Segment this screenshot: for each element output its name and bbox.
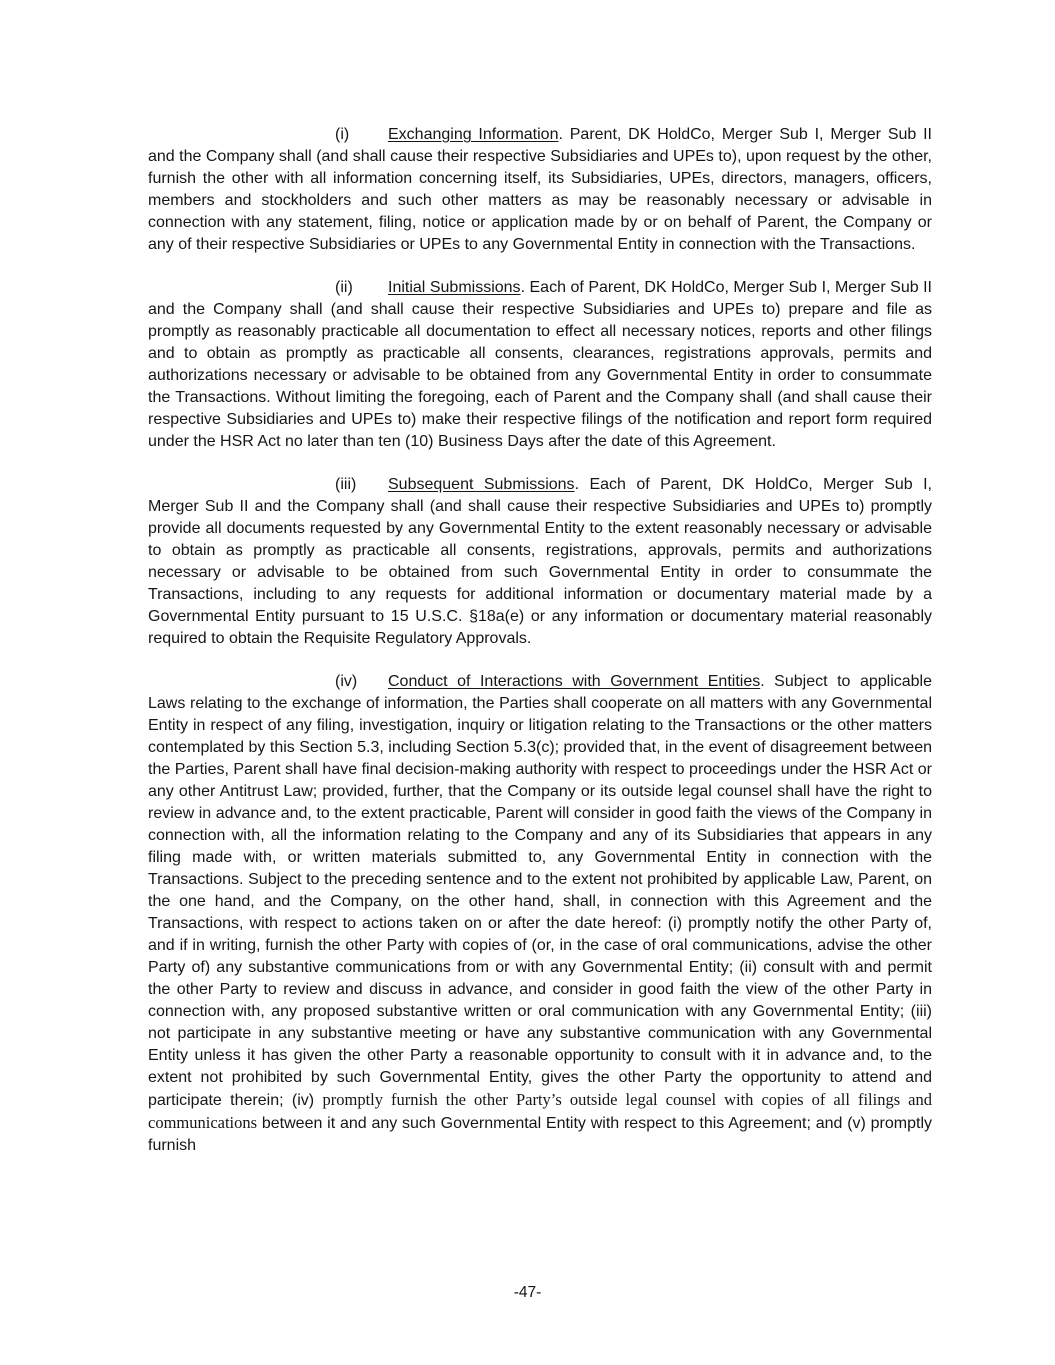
paragraph-text-tail: between it and any such Governmental Entity with respect to this Agreement; and (v) promptly furnish: [148, 1115, 932, 1154]
page-number: -47-: [513, 1284, 542, 1301]
paragraph-heading: Initial Submissions: [388, 279, 521, 296]
paragraph-heading: Subsequent Submissions: [388, 476, 575, 493]
paragraph-heading: Conduct of Interactions with Government Entities: [388, 673, 761, 690]
document-body: [148, 124, 932, 1178]
paragraph-text: . Subject to applicable Laws relating to the exchange of information, the Parties shall cooperate on all matters with any Governmental Entity in respect of any filing, investigation, inquiry or litigation relating to the Transactions or the other matters contemplated by this Section 5.3, including Section 5.3(c); provided that, in the event of disagreement between the Parties, Parent shall have final decision-making authority with respect to proceedings under the HSR Act or any other Antitrust Law; provided, further, that the Company or its outside legal counsel shall have the right to review in advance and, to the extent practicable, Parent will consider in good faith the views of the Company in connection with, all the information relating to the Company and any of its Subsidiaries that appears in any filing made with, or written materials submitted to, any Governmental Entity in connection with the Transactions. Subject to the preceding sentence and to the extent not prohibited by applicable Law, Parent, on the one hand, and the Company, on the other hand, shall, in connection with this Agreement and the Transactions, with respect to actions taken on or after the date hereof: (i) promptly notify the other Party of, and if in writing, furnish the other Party with copies of (or, in the case of oral communications, advise the other Party of) any substantive communications from or with any Governmental Entity; (ii) consult with and permit the other Party to review and discuss in advance, and consider in good faith the view of the other Party in connection with, any proposed substantive written or oral communication with any Governmental Entity; (iii) not participate in any substantive meeting or have any substantive communication with any Governmental Entity unless it has given the other Party a reasonable opportunity to consult with it in advance and, to the extent not prohibited by such Governmental Entity, gives the other Party the opportunity to attend and participate therein; (iv): [148, 673, 932, 1109]
paragraph-text: . Each of Parent, DK HoldCo, Merger Sub I, Merger Sub II and the Company shall (and shall cause their respective Subsidiaries and UPEs to) prepare and file as promptly as reasonably practicable all documentation to effect all necessary notices, reports and other filings and to obtain as promptly as practicable all consents, clearances, registrations approvals, permits and authorizations necessary or advisable to be obtained from any Governmental Entity in order to consummate the Transactions. Without limiting the foregoing, each of Parent and the Company shall (and shall cause their respective Subsidiaries and UPEs to) make their respective filings of the notification and report form required under the HSR Act no later than ten (10) Business Days after the date of this Agreement.: [148, 279, 933, 450]
paragraph-heading: Exchanging Information: [388, 126, 559, 143]
paragraph-label: (ii): [335, 279, 353, 296]
paragraph-text: . Parent, DK HoldCo, Merger Sub I, Merger Sub II and the Company shall (and shall cause their respective Subsidiaries and UPEs to), upon request by the other, furnish the other with all information concerning itself, its Subsidiaries, UPEs, directors, managers, officers, members and stockholders and such other matters as may be reasonably necessary or advisable in connection with any statement, filing, notice or application made by or on behalf of Parent, the Company or any of their respective Subsidiaries or UPEs to any Governmental Entity in connection with the Transactions.: [148, 126, 932, 253]
paragraph-label: (iv): [335, 673, 358, 690]
paragraph-ii: [148, 277, 932, 453]
serif-text-segment: promptly furnish the other Party’s outside legal counsel with copies of all filings and communications: [148, 1090, 932, 1132]
paragraph-label: (i): [335, 126, 350, 143]
paragraph-label: (iii): [335, 476, 357, 493]
paragraph-iv: [148, 671, 932, 1157]
paragraph-iii: [148, 474, 932, 650]
paragraph-i: [148, 124, 932, 256]
paragraph-text: . Each of Parent, DK HoldCo, Merger Sub I, Merger Sub II and the Company shall (and shall cause their respective Subsidiaries and UPEs to) promptly provide all documents requested by any Governmental Entity to the extent reasonably necessary or advisable to obtain as promptly as practicable all consents, registrations, approvals, permits and authorizations necessary or advisable to be obtained from such Governmental Entity in order to consummate the Transactions, including to any requests for additional information or documentary material made by a Governmental Entity pursuant to 15 U.S.C. §18a(e) or any information or documentary material reasonably required to obtain the Requisite Regulatory Approvals.: [148, 476, 932, 647]
